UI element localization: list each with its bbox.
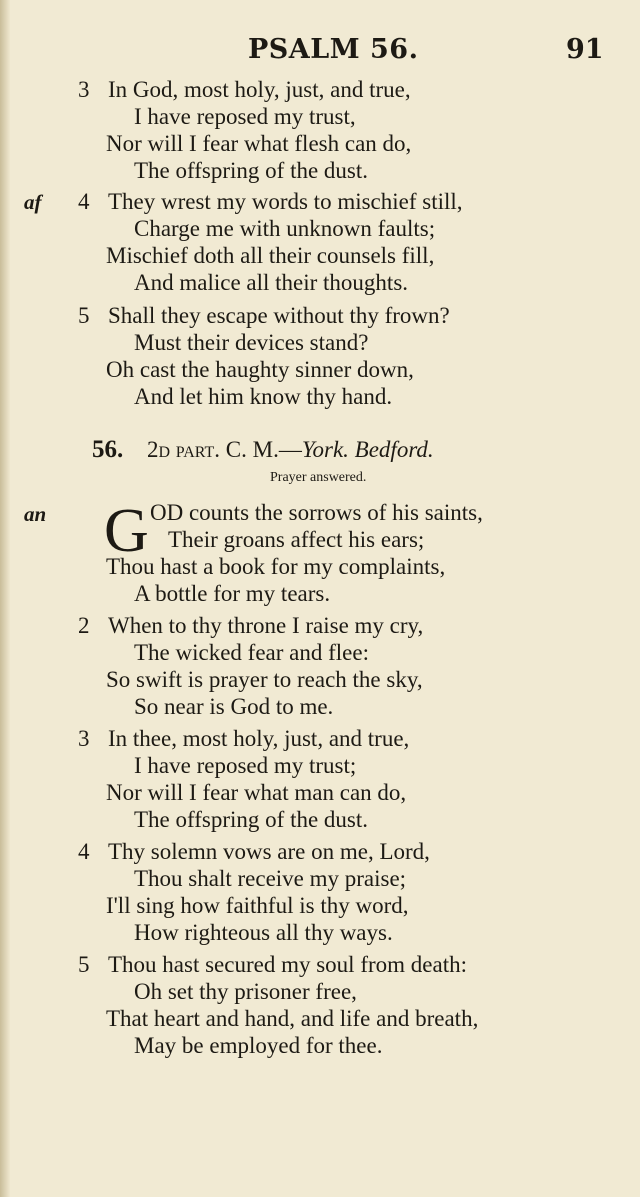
verse-line: When to thy throne I raise my cry, <box>108 613 424 638</box>
drop-cap: G <box>104 497 149 565</box>
verse-line: Their groans affect his ears; <box>168 527 425 552</box>
verse-line: They wrest my words to mischief still, <box>108 189 463 214</box>
verse-line: Mischief doth all their counsels fill, <box>106 243 435 268</box>
verse-line: Thou hast a book for my complaints, <box>106 554 446 579</box>
stanza-number: 2 <box>78 613 90 638</box>
verse-line: How righteous all thy ways. <box>134 920 393 945</box>
verse-line: Oh cast the haughty sinner down, <box>106 357 414 382</box>
verse-line: May be employed for thee. <box>134 1033 383 1058</box>
hymn-tunes: York. Bedford. <box>301 437 434 462</box>
verse-line: That heart and hand, and life and breath, <box>106 1006 479 1031</box>
verse-line: Oh set thy prisoner free, <box>134 979 357 1004</box>
verse-line: So swift is prayer to reach the sky, <box>106 667 423 692</box>
verse-line: So near is God to me. <box>134 694 334 719</box>
hymn-meter: C. M.— <box>225 437 302 462</box>
verse-line: Shall they escape without thy frown? <box>108 303 450 328</box>
margin-note: af <box>24 190 42 214</box>
verse-line: OD counts the sorrows of his saints, <box>150 500 483 525</box>
hymn-subtitle: Prayer answered. <box>270 470 367 485</box>
stanza-number: 3 <box>78 77 90 102</box>
running-title: PSALM 56. <box>248 34 419 65</box>
stanza-number: 4 <box>78 839 90 864</box>
stanza-number: 4 <box>78 189 90 214</box>
hymn-part: 2d part. <box>147 437 221 462</box>
margin-note: an <box>24 502 47 526</box>
verse-line: Must their devices stand? <box>134 330 369 355</box>
verse-line: Nor will I fear what man can do, <box>106 780 407 805</box>
stanza-number: 5 <box>78 952 90 977</box>
verse-line: The offspring of the dust. <box>134 807 369 832</box>
verse-line: Thy solemn vows are on me, Lord, <box>108 839 430 864</box>
verse-line: Thou shalt receive my praise; <box>134 866 407 891</box>
verse-line: Thou hast secured my soul from death: <box>108 952 467 977</box>
page-header <box>0 34 640 70</box>
verse-line: Nor will I fear what flesh can do, <box>106 131 412 156</box>
verse-line: I have reposed my trust; <box>134 753 357 778</box>
verse-line: And let him know thy hand. <box>134 384 393 409</box>
verse-line: A bottle for my tears. <box>134 581 331 606</box>
stanza-number: 5 <box>78 303 90 328</box>
verse-line: I have reposed my trust, <box>134 104 356 129</box>
page-spine-shadow <box>0 0 10 1197</box>
verse-line: The wicked fear and flee: <box>134 640 369 665</box>
verse-line: Charge me with unknown faults; <box>134 216 436 241</box>
verse-line: And malice all their thoughts. <box>134 270 409 295</box>
hymn-number: 56. <box>92 436 124 463</box>
stanza-number: 3 <box>78 726 90 751</box>
hymn-heading <box>92 436 434 464</box>
verse-line: I'll sing how faithful is thy word, <box>106 893 409 918</box>
verse-line: In thee, most holy, just, and true, <box>108 726 410 751</box>
verse-line: In God, most holy, just, and true, <box>108 77 411 102</box>
page-number: 91 <box>566 34 604 65</box>
verse-line: The offspring of the dust. <box>134 158 369 183</box>
